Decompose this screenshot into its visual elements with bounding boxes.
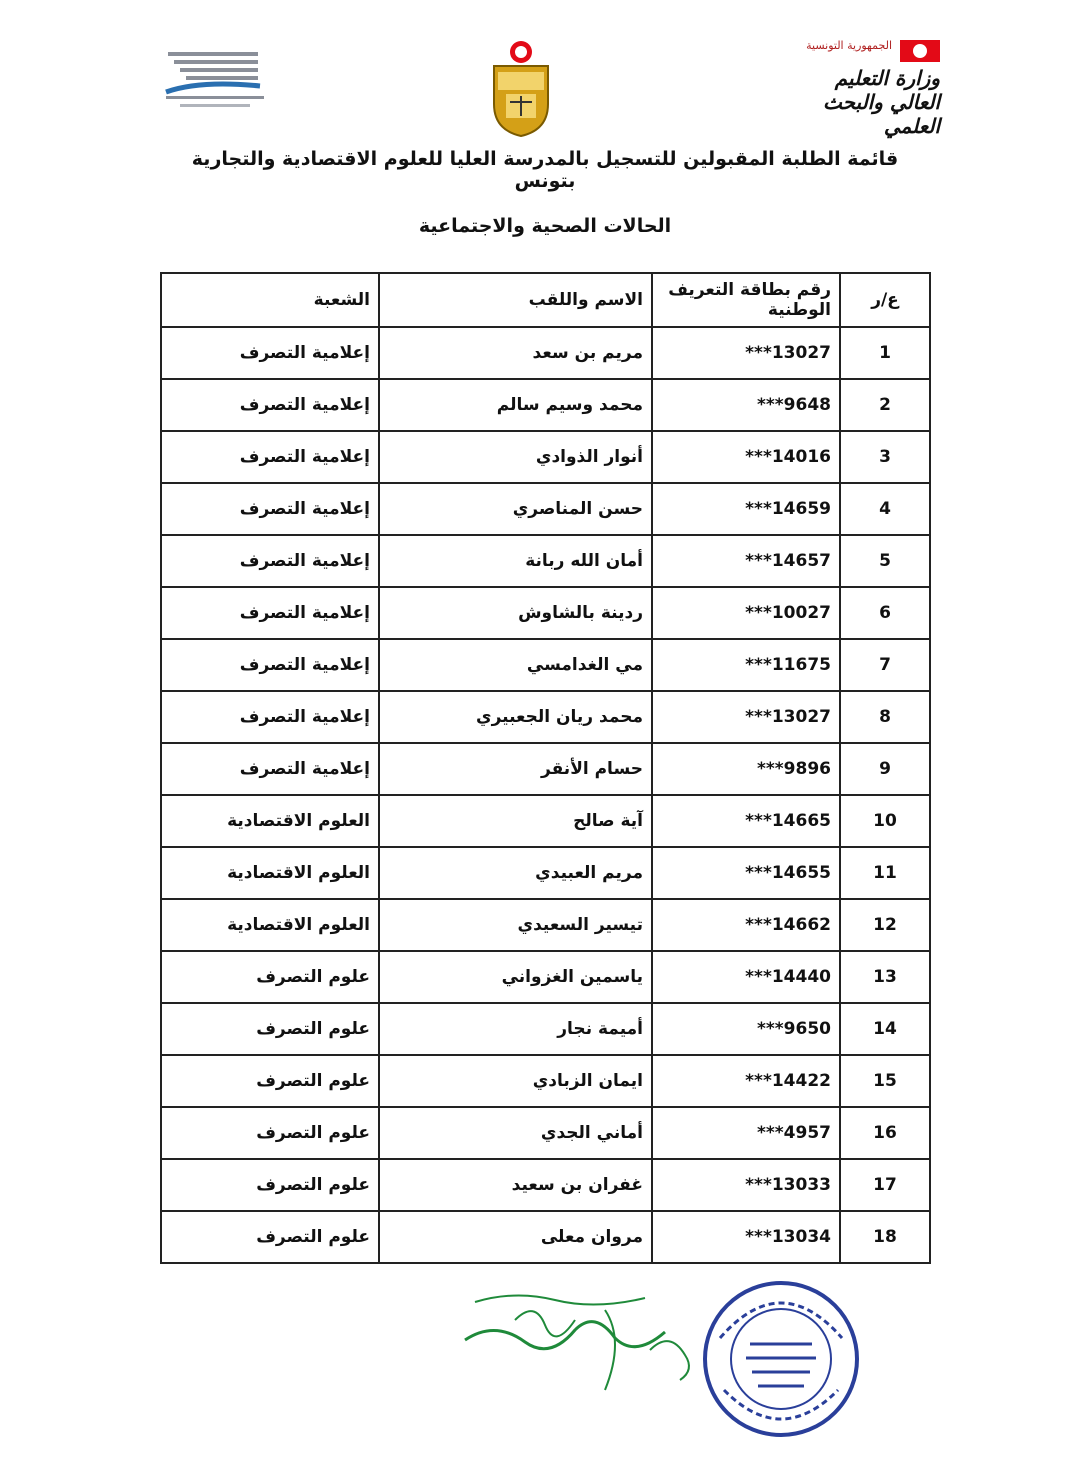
row-name: مريم بن سعد — [379, 327, 652, 379]
table-row — [161, 379, 930, 431]
row-branch: علوم التصرف — [161, 951, 379, 1003]
table-row — [161, 327, 930, 379]
row-name: حسام الأنقر — [379, 743, 652, 795]
row-name: ردينة بالشاوش — [379, 587, 652, 639]
table-row — [161, 847, 930, 899]
row-branch: علوم التصرف — [161, 1211, 379, 1263]
ministry-header — [790, 39, 940, 138]
row-id: ***13027 — [652, 327, 840, 379]
table-row — [161, 639, 930, 691]
row-branch: إعلامية التصرف — [161, 431, 379, 483]
row-id: ***14657 — [652, 535, 840, 587]
table-row — [161, 1211, 930, 1263]
students-table — [160, 272, 931, 1264]
row-name: محمد وسيم سالم — [379, 379, 652, 431]
row-name: مي الغدامسي — [379, 639, 652, 691]
header-branch: الشعبة — [161, 273, 379, 327]
row-id: ***11675 — [652, 639, 840, 691]
row-name: مروان معلى — [379, 1211, 652, 1263]
row-id: ***14665 — [652, 795, 840, 847]
row-name: محمد ريان الجعبيري — [379, 691, 652, 743]
row-name: أماني الجدي — [379, 1107, 652, 1159]
table-row — [161, 587, 930, 639]
row-num: 7 — [840, 639, 930, 691]
row-id: ***9896 — [652, 743, 840, 795]
row-id: ***14440 — [652, 951, 840, 1003]
row-branch: إعلامية التصرف — [161, 587, 379, 639]
document-subtitle: الحالات الصحية والاجتماعية — [418, 215, 672, 237]
row-branch: إعلامية التصرف — [161, 535, 379, 587]
row-branch: إعلامية التصرف — [161, 379, 379, 431]
document-title: قائمة الطلبة المقبولين للتسجيل بالمدرسة العليا للعلوم الاقتصادية والتجارية بتونس — [191, 148, 899, 192]
row-branch: العلوم الاقتصادية — [161, 795, 379, 847]
row-num: 15 — [840, 1055, 930, 1107]
table-header-row — [161, 273, 930, 327]
row-id: ***4957 — [652, 1107, 840, 1159]
header-id: رقم بطاقة التعريف الوطنية — [652, 273, 840, 327]
row-num: 14 — [840, 1003, 930, 1055]
row-id: ***14422 — [652, 1055, 840, 1107]
row-num: 13 — [840, 951, 930, 1003]
tunisia-flag-icon — [900, 40, 940, 62]
row-name: تيسير السعيدي — [379, 899, 652, 951]
row-num: 5 — [840, 535, 930, 587]
table-row — [161, 431, 930, 483]
row-name: أنوار الذوادي — [379, 431, 652, 483]
row-num: 6 — [840, 587, 930, 639]
row-name: حسن المناصري — [379, 483, 652, 535]
row-num: 3 — [840, 431, 930, 483]
row-num: 2 — [840, 379, 930, 431]
president-signature — [455, 1280, 705, 1400]
table-row — [161, 795, 930, 847]
row-num: 9 — [840, 743, 930, 795]
university-logo — [160, 40, 270, 120]
ministry-name: وزارة التعليم العالي والبحث العلمي — [822, 66, 940, 138]
row-name: ايمان الزبادي — [379, 1055, 652, 1107]
table-row — [161, 899, 930, 951]
row-id: ***9650 — [652, 1003, 840, 1055]
row-id: ***14016 — [652, 431, 840, 483]
row-branch: إعلامية التصرف — [161, 639, 379, 691]
row-branch: إعلامية التصرف — [161, 743, 379, 795]
table-row — [161, 691, 930, 743]
official-stamp — [700, 1278, 862, 1440]
row-id: ***10027 — [652, 587, 840, 639]
republic-label: الجمهورية التونسية — [806, 39, 892, 52]
header-name: الاسم واللقب — [379, 273, 652, 327]
row-id: ***9648 — [652, 379, 840, 431]
row-branch: علوم التصرف — [161, 1003, 379, 1055]
row-name: آية صالح — [379, 795, 652, 847]
row-num: 18 — [840, 1211, 930, 1263]
header-num: ع/ر — [840, 273, 930, 327]
row-num: 12 — [840, 899, 930, 951]
table-row — [161, 743, 930, 795]
row-num: 4 — [840, 483, 930, 535]
table-row — [161, 1003, 930, 1055]
row-name: غفران بن سعيد — [379, 1159, 652, 1211]
row-name: مريم العبيدي — [379, 847, 652, 899]
row-num: 16 — [840, 1107, 930, 1159]
row-branch: العلوم الاقتصادية — [161, 899, 379, 951]
row-num: 1 — [840, 327, 930, 379]
row-branch: علوم التصرف — [161, 1159, 379, 1211]
row-name: أميمة نجار — [379, 1003, 652, 1055]
table-row — [161, 1055, 930, 1107]
row-branch: علوم التصرف — [161, 1055, 379, 1107]
table-row — [161, 1107, 930, 1159]
table-row — [161, 535, 930, 587]
row-id: ***13034 — [652, 1211, 840, 1263]
row-id: ***14659 — [652, 483, 840, 535]
row-num: 8 — [840, 691, 930, 743]
table-row — [161, 1159, 930, 1211]
row-branch: إعلامية التصرف — [161, 691, 379, 743]
row-branch: العلوم الاقتصادية — [161, 847, 379, 899]
row-id: ***14662 — [652, 899, 840, 951]
table-row — [161, 483, 930, 535]
row-branch: إعلامية التصرف — [161, 327, 379, 379]
row-num: 10 — [840, 795, 930, 847]
row-branch: إعلامية التصرف — [161, 483, 379, 535]
row-name: ياسمين الغزواني — [379, 951, 652, 1003]
row-id: ***13033 — [652, 1159, 840, 1211]
row-num: 11 — [840, 847, 930, 899]
row-branch: علوم التصرف — [161, 1107, 379, 1159]
row-num: 17 — [840, 1159, 930, 1211]
table-row — [161, 951, 930, 1003]
row-id: ***14655 — [652, 847, 840, 899]
coat-of-arms-emblem — [486, 38, 556, 138]
row-name: أمان الله ربانة — [379, 535, 652, 587]
row-id: ***13027 — [652, 691, 840, 743]
